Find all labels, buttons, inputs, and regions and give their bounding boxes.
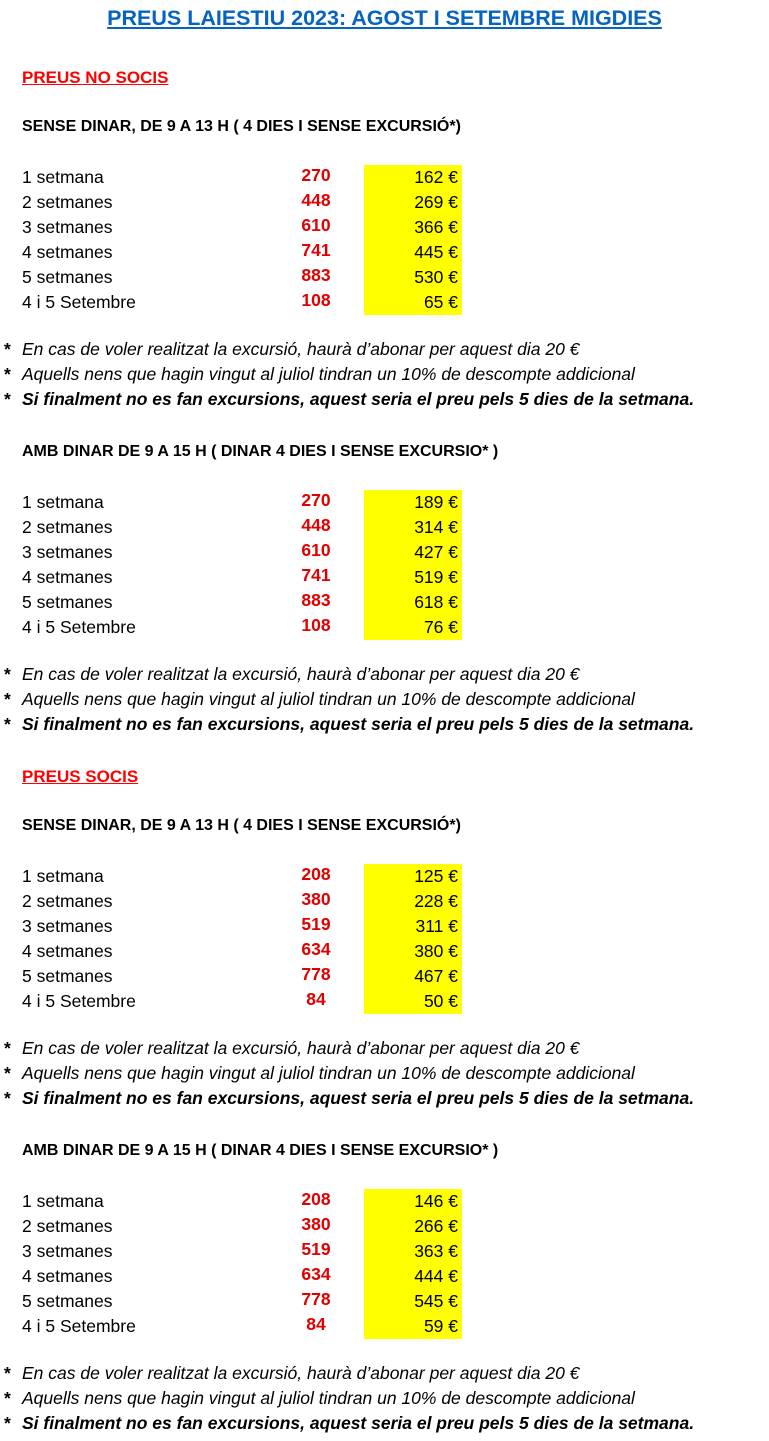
period-label: 3 setmanes — [22, 542, 113, 562]
price-row — [0, 590, 769, 615]
price-row — [0, 889, 769, 914]
footnote-text: Si finalment no es fan excursions, aquest seria el preu pels 5 dies de la setmana. — [22, 1413, 695, 1433]
period-label: 1 setmana — [22, 1191, 104, 1211]
price-row — [0, 165, 769, 190]
base-price: 84 — [306, 1314, 326, 1334]
base-price: 108 — [301, 615, 331, 635]
period-label: 4 i 5 Setembre — [22, 292, 136, 312]
base-price: 883 — [301, 590, 331, 610]
block-heading: SENSE DINAR, DE 9 A 13 H ( 4 DIES I SENSE EXCURSIÓ*) — [22, 118, 461, 135]
footnote — [4, 1063, 635, 1084]
period-label: 5 setmanes — [22, 267, 113, 287]
footnote-marker: * — [4, 1388, 11, 1408]
period-label: 1 setmana — [22, 167, 104, 187]
final-price: 125 € — [364, 864, 462, 889]
footnote-marker: * — [4, 714, 11, 734]
price-row — [0, 215, 769, 240]
price-row — [0, 1239, 769, 1264]
footnote — [4, 339, 579, 360]
final-price: 363 € — [364, 1239, 462, 1264]
footnote-text: Aquells nens que hagin vingut al juliol tindran un 10% de descompte addicional — [22, 689, 635, 709]
final-price: 445 € — [364, 240, 462, 265]
period-label: 4 i 5 Setembre — [22, 617, 136, 637]
final-price: 545 € — [364, 1289, 462, 1314]
period-label: 3 setmanes — [22, 217, 113, 237]
base-price: 634 — [301, 939, 331, 959]
final-price: 530 € — [364, 265, 462, 290]
period-label: 5 setmanes — [22, 1291, 113, 1311]
period-label: 2 setmanes — [22, 192, 113, 212]
period-label: 4 setmanes — [22, 1266, 113, 1286]
final-price: 146 € — [364, 1189, 462, 1214]
period-label: 2 setmanes — [22, 1216, 113, 1236]
final-price: 269 € — [364, 190, 462, 215]
base-price: 778 — [301, 964, 331, 984]
base-price: 84 — [306, 989, 326, 1009]
base-price: 270 — [301, 165, 331, 185]
footnote — [4, 664, 579, 685]
price-row — [0, 540, 769, 565]
footnote-text: En cas de voler realitzat la excursió, haurà d’abonar per aquest dia 20 € — [22, 1363, 580, 1383]
footnote — [4, 1388, 635, 1409]
final-price: 189 € — [364, 490, 462, 515]
price-row — [0, 1264, 769, 1289]
base-price: 448 — [301, 190, 331, 210]
footnote — [4, 364, 635, 385]
final-price: 380 € — [364, 939, 462, 964]
footnote-marker: * — [4, 364, 11, 384]
final-price: 50 € — [364, 989, 462, 1014]
price-row — [0, 240, 769, 265]
footnote — [4, 689, 635, 710]
final-price: 311 € — [364, 914, 462, 939]
final-price: 314 € — [364, 515, 462, 540]
base-price: 208 — [301, 864, 331, 884]
price-row — [0, 265, 769, 290]
price-row — [0, 964, 769, 989]
period-label: 4 setmanes — [22, 567, 113, 587]
base-price: 778 — [301, 1289, 331, 1309]
base-price: 208 — [301, 1189, 331, 1209]
base-price: 108 — [301, 290, 331, 310]
base-price: 519 — [301, 1239, 331, 1259]
footnote — [4, 1413, 694, 1434]
base-price: 270 — [301, 490, 331, 510]
price-row — [0, 615, 769, 640]
base-price: 634 — [301, 1264, 331, 1284]
block-heading: AMB DINAR DE 9 A 15 H ( DINAR 4 DIES I SENSE EXCURSIO* ) — [22, 1142, 499, 1159]
footnote-text: En cas de voler realitzat la excursió, haurà d’abonar per aquest dia 20 € — [22, 339, 580, 359]
period-label: 2 setmanes — [22, 891, 113, 911]
price-row — [0, 190, 769, 215]
footnote-marker: * — [4, 664, 11, 684]
price-row — [0, 490, 769, 515]
base-price: 741 — [301, 240, 331, 260]
section-label: PREUS SOCIS — [22, 767, 139, 786]
footnote-marker: * — [4, 1413, 11, 1433]
price-row — [0, 1289, 769, 1314]
price-row — [0, 914, 769, 939]
footnote-text: Si finalment no es fan excursions, aquest seria el preu pels 5 dies de la setmana. — [22, 1088, 695, 1108]
final-price: 59 € — [364, 1314, 462, 1339]
base-price: 380 — [301, 1214, 331, 1234]
footnote-text: Si finalment no es fan excursions, aquest seria el preu pels 5 dies de la setmana. — [22, 714, 695, 734]
base-price: 380 — [301, 889, 331, 909]
final-price: 444 € — [364, 1264, 462, 1289]
period-label: 4 setmanes — [22, 941, 113, 961]
period-label: 5 setmanes — [22, 966, 113, 986]
final-price: 76 € — [364, 615, 462, 640]
price-row — [0, 1214, 769, 1239]
final-price: 228 € — [364, 889, 462, 914]
period-label: 2 setmanes — [22, 517, 113, 537]
price-row — [0, 565, 769, 590]
period-label: 1 setmana — [22, 866, 104, 886]
price-row — [0, 515, 769, 540]
footnote-text: Si finalment no es fan excursions, aquest seria el preu pels 5 dies de la setmana. — [22, 389, 695, 409]
footnote — [4, 389, 694, 410]
price-row — [0, 290, 769, 315]
final-price: 65 € — [364, 290, 462, 315]
price-row — [0, 939, 769, 964]
base-price: 741 — [301, 565, 331, 585]
footnote-text: Aquells nens que hagin vingut al juliol tindran un 10% de descompte addicional — [22, 1063, 635, 1083]
base-price: 883 — [301, 265, 331, 285]
footnote-marker: * — [4, 1038, 11, 1058]
footnote-marker: * — [4, 689, 11, 709]
final-price: 366 € — [364, 215, 462, 240]
period-label: 3 setmanes — [22, 1241, 113, 1261]
price-row — [0, 989, 769, 1014]
period-label: 4 i 5 Setembre — [22, 991, 136, 1011]
period-label: 4 i 5 Setembre — [22, 1316, 136, 1336]
final-price: 467 € — [364, 964, 462, 989]
final-price: 519 € — [364, 565, 462, 590]
footnote-text: En cas de voler realitzat la excursió, haurà d’abonar per aquest dia 20 € — [22, 664, 580, 684]
final-price: 266 € — [364, 1214, 462, 1239]
footnote-marker: * — [4, 1363, 11, 1383]
footnote-marker: * — [4, 1088, 11, 1108]
base-price: 519 — [301, 914, 331, 934]
final-price: 427 € — [364, 540, 462, 565]
footnote-text: Aquells nens que hagin vingut al juliol tindran un 10% de descompte addicional — [22, 364, 635, 384]
section-label: PREUS NO SOCIS — [22, 68, 169, 87]
period-label: 5 setmanes — [22, 592, 113, 612]
base-price: 610 — [301, 540, 331, 560]
footnote-text: En cas de voler realitzat la excursió, haurà d’abonar per aquest dia 20 € — [22, 1038, 580, 1058]
footnote-marker: * — [4, 339, 11, 359]
page-title: PREUS LAIESTIU 2023: AGOST I SETEMBRE MIGDIES — [107, 6, 662, 30]
final-price: 162 € — [364, 165, 462, 190]
footnote — [4, 714, 694, 735]
footnote — [4, 1038, 579, 1059]
block-heading: SENSE DINAR, DE 9 A 13 H ( 4 DIES I SENSE EXCURSIÓ*) — [22, 817, 461, 834]
footnote-text: Aquells nens que hagin vingut al juliol tindran un 10% de descompte addicional — [22, 1388, 635, 1408]
base-price: 610 — [301, 215, 331, 235]
footnote — [4, 1088, 694, 1109]
footnote-marker: * — [4, 389, 11, 409]
price-row — [0, 1314, 769, 1339]
footnote — [4, 1363, 579, 1384]
price-row — [0, 864, 769, 889]
period-label: 1 setmana — [22, 492, 104, 512]
base-price: 448 — [301, 515, 331, 535]
block-heading: AMB DINAR DE 9 A 15 H ( DINAR 4 DIES I SENSE EXCURSIO* ) — [22, 443, 499, 460]
period-label: 4 setmanes — [22, 242, 113, 262]
footnote-marker: * — [4, 1063, 11, 1083]
period-label: 3 setmanes — [22, 916, 113, 936]
final-price: 618 € — [364, 590, 462, 615]
price-row — [0, 1189, 769, 1214]
